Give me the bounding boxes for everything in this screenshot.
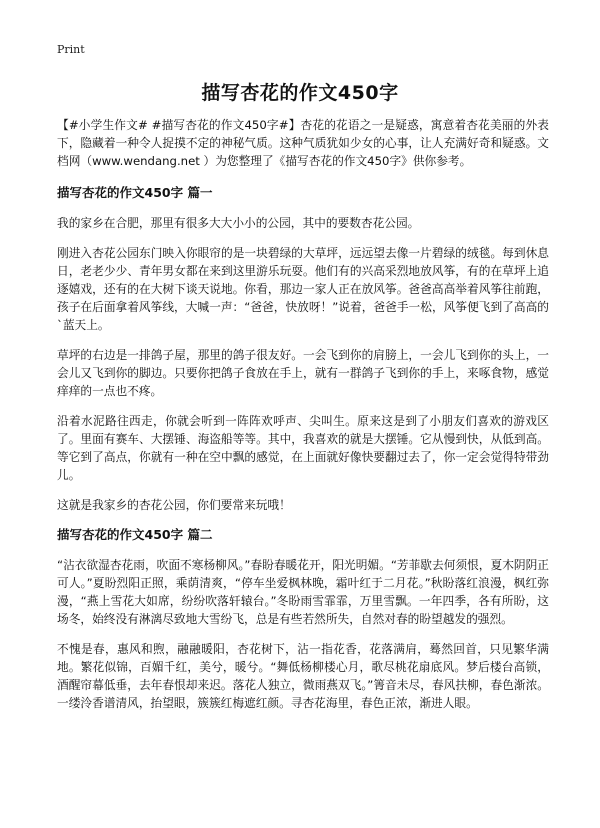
print-link[interactable]: Print xyxy=(57,43,85,56)
section-heading-1: 描写杏花的作文450字 篇一 xyxy=(57,185,213,200)
paragraph: 草坪的右边是一排鸽子屋，那里的鸽子很友好。一会飞到你的肩膀上，一会儿飞到你的头上，一会儿又飞到你的脚边。只要你把鸽子食放在手上，就有一群鸽子飞到你的手上，来啄食物，感觉痒痒的一点也不疼。 xyxy=(57,348,549,398)
paragraph: 这就是我家乡的杏花公园，你们要常来玩哦！ xyxy=(57,498,291,512)
page-title: 描写杏花的作文450字 xyxy=(201,82,399,104)
paragraph: 我的家乡在合肥，那里有很多大大小小的公园，其中的要数杏花公园。 xyxy=(57,216,420,230)
paragraph: 刚进入杏花公园东门映入你眼帘的是一块碧绿的大草坪，远远望去像一片碧绿的绒毯。每到休息日，老老少少、青年男女都在来到这里游乐玩耍。他们有的兴高采烈地放风筝，有的在草坪上追逐嬉戏，还有的在大树下谈天说地。你看，那边一家人正在放风筝。爸爸高高举着风筝往前跑，孩子在后面拿着风筝线，大喊一声：“爸爸，快放呀！”说着，爸爸手一松，风筝便飞到了高高的`蓝天上。 xyxy=(57,246,549,332)
section-heading-2: 描写杏花的作文450字 篇二 xyxy=(57,527,213,542)
paragraph: “沾衣欲湿杏花雨，吹面不寒杨柳风。”春盼春暖花开，阳光明媚。“芳菲歇去何须恨，夏木阴阴正可人。”夏盼烈阳正照，乘荫清爽，“停车坐爱枫林晚，霜叶红于二月花。”秋盼落红浪漫，枫红弥漫，“燕上雪花大如席，纷纷吹落轩辕台。”冬盼雨雪霏霏，万里雪飘。一年四季，各有所盼，这场冬，始终没有淋漓尽致地大雪纷飞，总是有些若然所失，自然对春的盼望越发的强烈。 xyxy=(57,558,549,626)
article-body xyxy=(57,116,549,724)
intro-paragraph: 【#小学生作文# #描写杏花的作文450字#】杏花的花语之一是疑惑，寓意着杏花美丽的外表下，隐藏着一种令人捉摸不定的神秘气质。这种气质犹如少女的心事，让人充满好奇和疑惑。文档网（www.wendang.net ）为您整理了《描写杏花的作文450字》供你参考。 xyxy=(57,118,549,168)
paragraph: 沿着水泥路往西走，你就会听到一阵阵欢呼声、尖叫生。原来这是到了小朋友们喜欢的游戏区了。里面有赛车、大摆锤、海盗船等等。其中，我喜欢的就是大摆锤。它从慢到快，从低到高。等它到了高点，你就有一种在空中飘的感觉，在上面就好像快要翻过去了，你一定会觉得特带劲儿。 xyxy=(57,414,549,482)
paragraph: 不愧是春，惠风和煦，融融暖阳，杏花树下，沾一指花香，花落满肩，蓦然回首，只见繁华满地。繁花似锦，百媚千红，美兮，暖兮。“舞低杨柳楼心月，歌尽桃花扇底风。梦后楼台高锁，酒醒帘幕低垂，去年春恨却来迟。落花人独立，微雨燕双飞。”箐音未尽，春风扶柳，春色渐浓。一缕泠香谱清风，抬望眼，簇簇红梅遮红颜。寻杏花海里，春色正浓，渐进人眼。 xyxy=(57,642,549,710)
